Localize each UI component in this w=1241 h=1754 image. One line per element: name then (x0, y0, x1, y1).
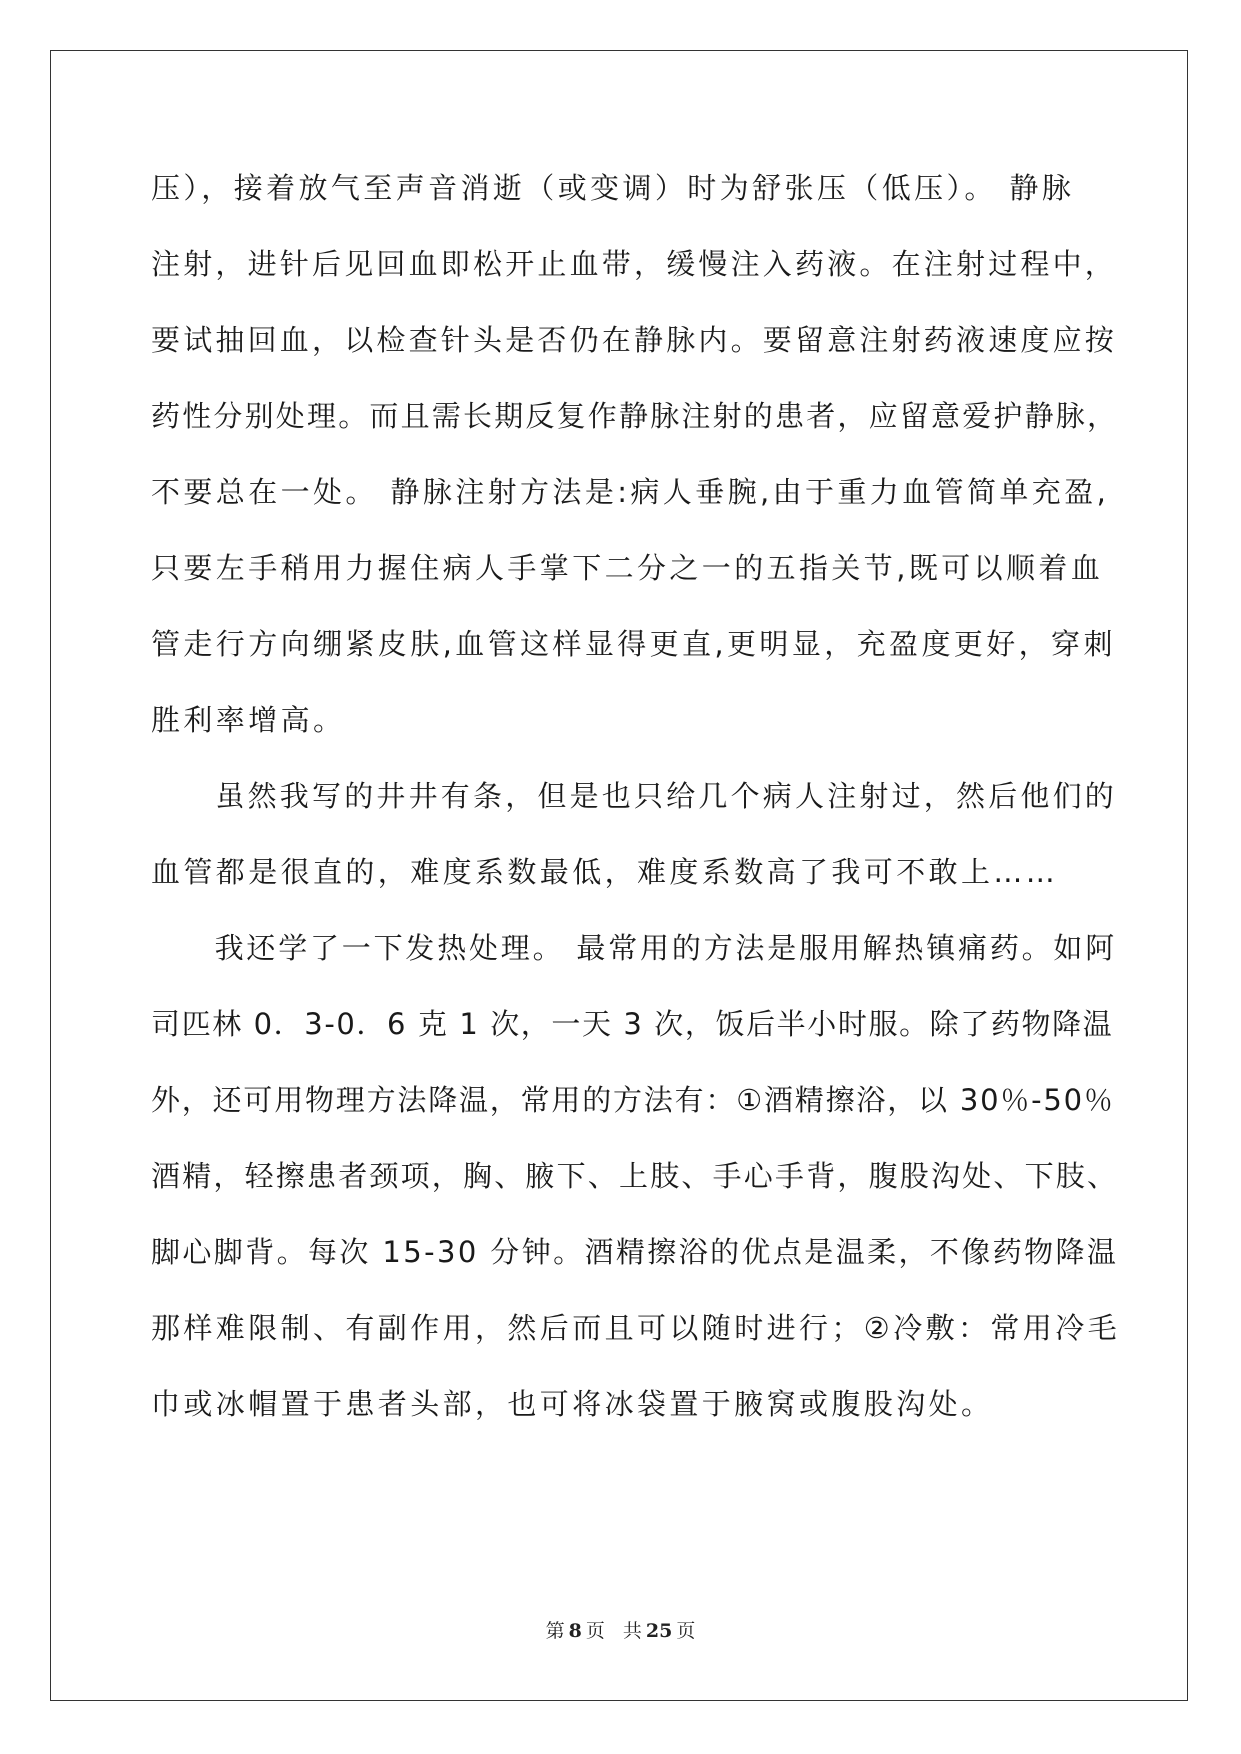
body-line: 不要总在一处。 静脉注射方法是:病人垂腕,由于重力血管简单充盈, (151, 475, 1110, 509)
body-line: 巾或冰帽置于患者头部，也可将冰袋置于腋窝或腹股沟处。 (151, 1387, 994, 1421)
body-line: 虽然我写的井井有条，但是也只给几个病人注射过，然后他们的 (151, 779, 1118, 813)
body-line: 那样难限制、有副作用，然后而且可以随时进行；②冷敷：常用冷毛 (151, 1311, 1120, 1345)
body-line: 司匹林 0．3-0．6 克 1 次，一天 3 次，饭后半小时服。除了药物降温 (151, 1007, 1114, 1041)
body-line: 我还学了一下发热处理。 最常用的方法是服用解热镇痛药。如阿 (151, 931, 1118, 965)
body-line: 要试抽回血，以检查针头是否仍在静脉内。要留意注射药液速度应按 (151, 323, 1118, 357)
body-line: 管走行方向绷紧皮肤,血管这样显得更直,更明显，充盈度更好，穿刺 (151, 627, 1116, 661)
page-suffix: 页 (585, 1620, 605, 1642)
total-suffix: 页 (676, 1620, 696, 1642)
page-number: 8 (568, 1620, 582, 1642)
page-prefix: 第 (545, 1620, 565, 1642)
page-footer (0, 1616, 1241, 1643)
body-line: 压），接着放气至声音消逝（或变调）时为舒张压（低压）。 静脉 (151, 171, 1075, 205)
body-line: 酒精，轻擦患者颈项，胸、腋下、上肢、手心手背，腹股沟处、下肢、 (151, 1159, 1119, 1193)
body-line: 注射，进针后见回血即松开止血带，缓慢注入药液。在注射过程中， (151, 247, 1118, 281)
body-line: 只要左手稍用力握住病人手掌下二分之一的五指关节,既可以顺着血 (151, 551, 1104, 585)
body-line: 血管都是很直的，难度系数最低，难度系数高了我可不敢上…… (151, 855, 1059, 889)
total-prefix: 共 (622, 1620, 642, 1642)
body-line: 外，还可用物理方法降温，常用的方法有：①酒精擦浴，以 30％-50％ (151, 1083, 1115, 1117)
body-line: 脚心脚背。每次 15-30 分钟。酒精擦浴的优点是温柔，不像药物降温 (151, 1235, 1119, 1269)
body-line: 药性分别处理。而且需长期反复作静脉注射的患者，应留意爱护静脉， (151, 399, 1119, 433)
total-pages: 25 (645, 1620, 673, 1642)
body-line: 胜利率增高。 (151, 703, 346, 737)
